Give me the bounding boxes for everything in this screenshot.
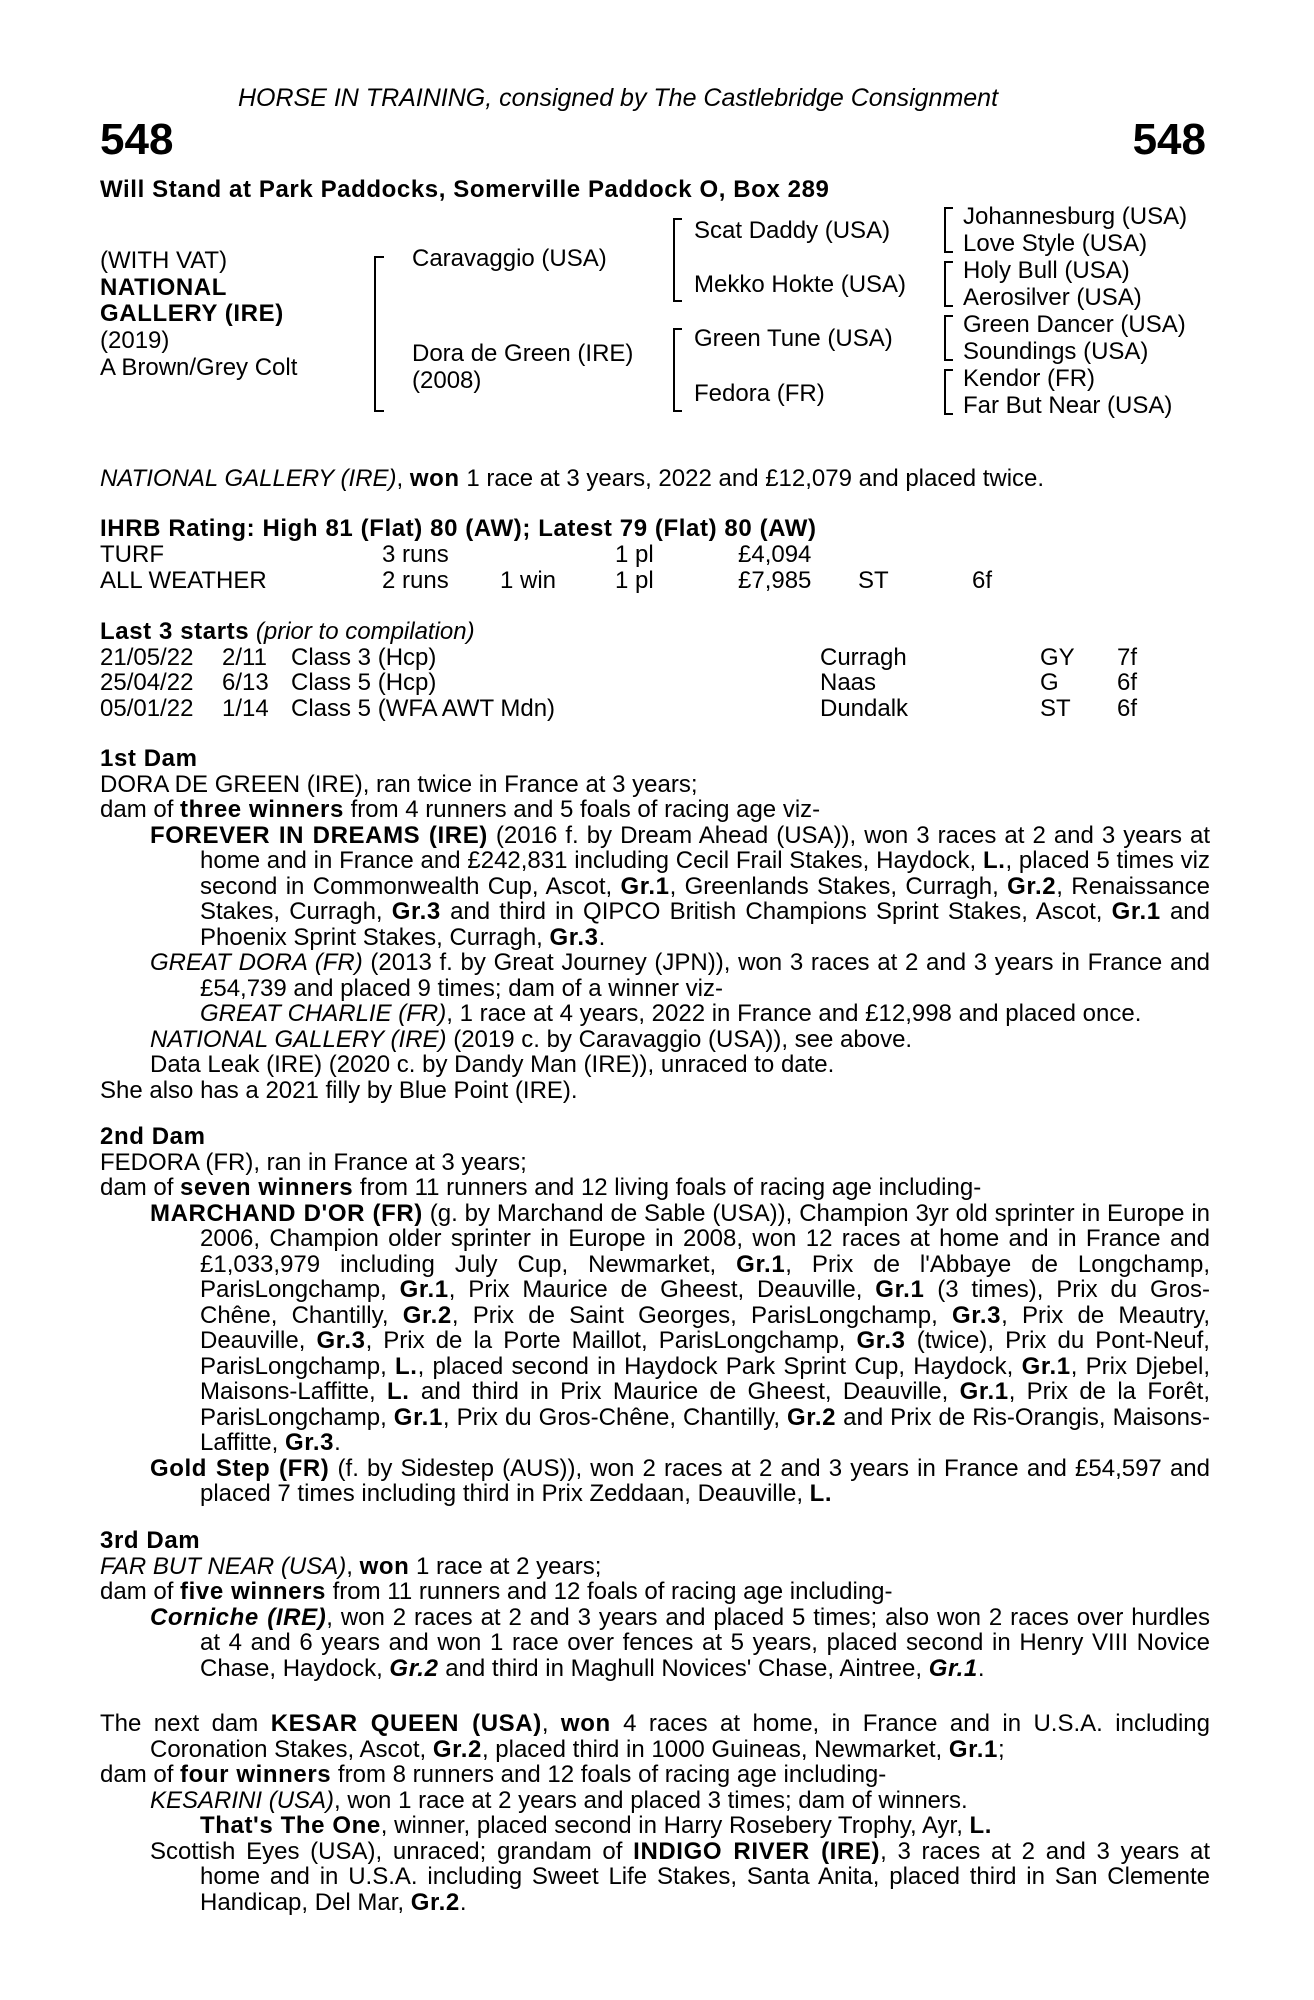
rating-heading: IHRB Rating: High 81 (Flat) 80 (AW); Latest 79 (Flat) 80 (AW) [100, 515, 817, 542]
winners-count: seven winners [180, 1174, 354, 1201]
horse-name-line2: GALLERY (IRE) [100, 300, 284, 327]
second-dam-heading: 2nd Dam [100, 1123, 206, 1150]
produce-great-dora [100, 950, 1210, 1001]
produce-national-gallery [100, 1027, 1210, 1053]
text: , Prix du Gros-Chêne, Chantilly, [442, 1403, 787, 1431]
dam-year: (2008) [412, 367, 482, 394]
grade: L. [969, 1812, 993, 1839]
start-course: Naas [820, 669, 877, 696]
starts-heading [100, 619, 475, 645]
start-going: ST [1040, 695, 1071, 722]
horse-name: KESAR QUEEN (USA) [270, 1710, 542, 1737]
grade: Gr.2 [787, 1403, 837, 1431]
g-brace-4 [944, 369, 953, 415]
distance: 6f [972, 567, 993, 594]
horse-name: KESARINI (USA) [150, 1786, 335, 1814]
produce-marchand-dor [100, 1201, 1210, 1456]
text: , Prix Maurice de Gheest, Deauville, [448, 1276, 876, 1303]
sire-dam-brace [374, 256, 384, 412]
text: , Prix de Saint Georges, ParisLongchamp, [451, 1301, 952, 1329]
text: , won 2 races at 2 and 3 years and placed 5 times; also won 2 races over hurdles at 4 and 6 years and won 1 race over fences at 5 years, placed second in Henry VIII Novice Chase, Haydock, [200, 1603, 1210, 1682]
grade: L. [386, 1378, 410, 1405]
dam-sire: Green Tune (USA) [694, 325, 893, 352]
g-brace-3 [944, 315, 953, 361]
grade: Gr.1 [620, 872, 670, 900]
first-dam-heading: 1st Dam [100, 745, 198, 772]
horse-year: (2019) [100, 327, 170, 354]
sire-sire: Scat Daddy (USA) [694, 217, 891, 244]
wins: 1 win [500, 567, 557, 594]
grade: Gr.3 [856, 1327, 906, 1354]
start-race: Class 5 (WFA AWT Mdn) [291, 695, 556, 722]
text: 1 race at 2 years; [409, 1552, 602, 1580]
text: , Prix de l'Abbaye de Longchamp, ParisLongchamp, [200, 1250, 1210, 1303]
next-dam-produce [100, 1762, 1210, 1788]
starts-heading-label: Last 3 starts [100, 618, 250, 645]
grade: Gr.3 [391, 898, 441, 925]
dam-parents-brace [673, 328, 682, 412]
start-position: 1/14 [222, 695, 269, 722]
g-brace-1 [944, 207, 953, 253]
runs: 3 runs [382, 541, 449, 568]
produce-corniche [100, 1605, 1210, 1682]
text: The next dam [100, 1710, 271, 1737]
produce-gold-step [100, 1456, 1210, 1507]
text: , won 1 race at 2 years and placed 3 times; dam of winners. [334, 1786, 968, 1814]
text: . [598, 923, 606, 951]
first-dam-line: DORA DE GREEN (IRE), ran twice in France at 3 years; [100, 770, 698, 798]
winners-count: three winners [180, 796, 344, 823]
text: , Greenlands Stakes, Curragh, [669, 872, 1008, 900]
race-summary: NATIONAL GALLERY (IRE), won 1 race at 3 years, 2022 and £12,079 and placed twice. [100, 465, 1045, 492]
start-position: 2/11 [222, 644, 267, 671]
dam-dam: Fedora (FR) [694, 380, 825, 407]
produce-thats-the-one [100, 1813, 1210, 1839]
grade: Gr.1 [399, 1276, 449, 1303]
start-distance: 6f [1117, 669, 1138, 696]
text: , Prix de Meautry, Deauville, [200, 1301, 1210, 1354]
grade: L. [809, 1480, 833, 1507]
text: Scottish Eyes (USA), unraced; grandam of [150, 1837, 634, 1865]
granddam-2: Aerosilver (USA) [963, 284, 1142, 311]
produce-scottish-eyes [100, 1839, 1210, 1916]
grade: Gr.2 [1007, 872, 1057, 900]
start-position: 6/13 [222, 669, 269, 696]
start-going: G [1040, 669, 1059, 696]
text: , placed third in 1000 Guineas, Newmarket, [481, 1735, 949, 1763]
start-date: 05/01/22 [100, 695, 194, 722]
third-dam-line: FAR BUT NEAR (USA), won 1 race at 2 years; [100, 1552, 602, 1580]
winners-count: five winners [180, 1578, 326, 1605]
start-course: Dundalk [820, 695, 909, 722]
text: dam of [100, 1578, 181, 1605]
grade: Gr.2 [410, 1888, 460, 1916]
produce-data-leak: Data Leak (IRE) (2020 c. by Dandy Man (IRE)), unraced to date. [150, 1051, 835, 1078]
text: , 1 race at 4 years, 2022 in France and £12,998 and placed once. [446, 1000, 1142, 1027]
text: from 11 runners and 12 foals of racing age including- [325, 1578, 893, 1605]
vat-note: (WITH VAT) [100, 247, 228, 274]
summary-won: won [409, 465, 460, 492]
text: (2016 f. by Dream Ahead (USA)), won 3 races at 2 and 3 years at home and in France and £242,831 including Cecil Frail Stakes, Haydock, [200, 821, 1210, 874]
horse-name: FOREVER IN DREAMS (IRE) [150, 821, 488, 849]
grade: Gr.1 [1021, 1352, 1071, 1380]
text: . [459, 1888, 467, 1916]
text: and Prix de Ris-Orangis, Maisons-Laffitte, [200, 1403, 1210, 1456]
text: and third in QIPCO British Champions Sprint Stakes, Ascot, [440, 898, 1112, 925]
text: , placed second in Haydock Park Sprint Cup, Haydock, [417, 1352, 1022, 1380]
sire: Caravaggio (USA) [412, 245, 607, 272]
grandsire-1: Johannesburg (USA) [963, 203, 1188, 230]
grandsire-3: Green Dancer (USA) [963, 311, 1186, 338]
text: dam of [100, 1761, 181, 1788]
won: won [560, 1710, 611, 1737]
produce-kesarini [100, 1788, 1210, 1814]
grandsire-2: Holy Bull (USA) [963, 257, 1130, 284]
grade: Gr.1 [736, 1250, 786, 1278]
text: , Prix de la Porte Maillot, ParisLongchamp, [365, 1327, 857, 1354]
horse-name: GREAT CHARLIE (FR) [200, 1000, 447, 1027]
text: (f. by Sidestep (AUS)), won 2 races at 2 and 3 years in France and £54,597 and placed 7 times including third in Prix Zeddaan, Deauville, [200, 1454, 1210, 1507]
granddam-3: Soundings (USA) [963, 338, 1149, 365]
stand-location: Will Stand at Park Paddocks, Somerville Paddock O, Box 289 [100, 176, 830, 203]
granddam-4: Far But Near (USA) [963, 392, 1173, 419]
start-race: Class 5 (Hcp) [291, 669, 437, 696]
horse-name: Gold Step (FR) [150, 1454, 330, 1482]
grade: L. [395, 1352, 418, 1380]
text: (3 times), Prix du Gros-Chêne, Chantilly, [200, 1276, 1210, 1329]
text: 4 races at home, in France and in U.S.A. including Coronation Stakes, Ascot, [150, 1710, 1210, 1763]
grade: Gr.3 [951, 1301, 1002, 1329]
produce-2021-filly: She also has a 2021 filly by Blue Point (IRE). [100, 1076, 578, 1104]
second-dam-produce [100, 1175, 1210, 1201]
text: dam of [100, 796, 181, 823]
text: from 4 runners and 5 foals of racing age viz- [343, 796, 821, 823]
horse-name: MARCHAND D'OR (FR) [150, 1199, 423, 1227]
start-going: GY [1040, 644, 1075, 671]
horse-name: Corniche (IRE) [150, 1603, 327, 1631]
winners-count: four winners [180, 1761, 332, 1788]
text: . [334, 1429, 341, 1456]
horse-name-line1: NATIONAL [100, 274, 228, 301]
produce-great-charlie [100, 1001, 1210, 1027]
grade: L. [982, 847, 1006, 874]
text: , Renaissance Stakes, Curragh, [200, 872, 1210, 925]
next-dam-section [100, 1711, 1210, 1915]
grade: Gr.2 [432, 1735, 482, 1763]
placed: 1 pl [615, 541, 654, 568]
horse-name: INDIGO RIVER (IRE) [633, 1837, 881, 1865]
text: , placed 5 times viz second in Commonwealth Cup, Ascot, [200, 847, 1210, 900]
text: (2019 c. by Caravaggio (USA)), see above. [446, 1025, 913, 1053]
start-race: Class 3 (Hcp) [291, 644, 437, 671]
lot-number-right: 548 [1132, 115, 1206, 164]
grandsire-4: Kendor (FR) [963, 365, 1096, 392]
text: (twice), Prix du Pont-Neuf, ParisLongchamp, [200, 1327, 1210, 1380]
start-date: 21/05/22 [100, 644, 194, 671]
start-date: 25/04/22 [100, 669, 194, 696]
third-dam-heading: 3rd Dam [100, 1527, 201, 1554]
text: from 8 runners and 12 foals of racing age including- [331, 1761, 887, 1788]
sire-dam: Mekko Hokte (USA) [694, 271, 907, 298]
text: and third in Maghull Novices' Chase, Aintree, [438, 1654, 929, 1682]
grade: Gr.1 [875, 1276, 925, 1303]
lot-number-left: 548 [100, 115, 174, 164]
third-dam-section [100, 1528, 1210, 1681]
grade: Gr.1 [959, 1378, 1009, 1405]
text: , [541, 1710, 561, 1737]
runs: 2 runs [382, 567, 449, 594]
horse-name: NATIONAL GALLERY (IRE) [150, 1025, 447, 1053]
start-distance: 6f [1117, 695, 1138, 722]
text: dam of [100, 1174, 181, 1201]
text: and Phoenix Sprint Stakes, Curragh, [200, 898, 1210, 951]
grade: Gr.1 [948, 1735, 998, 1763]
placed: 1 pl [615, 567, 654, 594]
grade: Gr.1 [928, 1654, 978, 1682]
prize: £7,985 [738, 567, 812, 594]
third-dam-produce [100, 1579, 1210, 1605]
second-dam-line: FEDORA (FR), ran in France at 3 years; [100, 1148, 527, 1176]
grade: Gr.3 [549, 923, 599, 951]
horse-description: A Brown/Grey Colt [100, 354, 298, 381]
text: , Prix Djebel, Maisons-Laffitte, [200, 1352, 1210, 1405]
going: ST [858, 567, 889, 594]
text: . [977, 1654, 985, 1682]
text: (g. by Marchand de Sable (USA)), Champion 3yr old sprinter in Europe in 2006, Champion older sprinter in Europe in 2008, won 12 races at home and in France and £1,033,979 including July Cup, Newmarket, [200, 1199, 1210, 1278]
grade: Gr.1 [1111, 898, 1161, 925]
grade: Gr.1 [393, 1403, 443, 1431]
horse-name: GREAT DORA (FR) [150, 949, 363, 976]
summary-horse-name: NATIONAL GALLERY (IRE) [100, 465, 397, 492]
horse-name: That's The One [200, 1812, 381, 1839]
text: , winner, placed second in Harry Rosebery Trophy, Ayr, [380, 1812, 970, 1839]
grade: Gr.2 [389, 1654, 439, 1682]
dam: Dora de Green (IRE) [412, 340, 634, 367]
won: won [359, 1552, 410, 1580]
text: and third in Prix Maurice de Gheest, Deauville, [409, 1378, 960, 1405]
starts-heading-note: (prior to compilation) [249, 618, 475, 645]
horse-name: FAR BUT NEAR (USA) [100, 1552, 347, 1580]
text: , 3 races at 2 and 3 years at home and in U.S.A. including Sweet Life Stakes, Santa Anita, placed third in San Clemente Handicap, Del Mar, [200, 1837, 1210, 1916]
summary-rest: 1 race at 3 years, 2022 and £12,079 and placed twice. [459, 465, 1045, 492]
text: from 11 runners and 12 living foals of racing age including- [353, 1174, 982, 1201]
surface: ALL WEATHER [100, 567, 267, 594]
text: , Prix de la Forêt, ParisLongchamp, [200, 1378, 1211, 1431]
second-dam-section [100, 1124, 1210, 1507]
first-dam-produce [100, 797, 1210, 823]
next-dam-line [100, 1711, 1210, 1762]
granddam-1: Love Style (USA) [963, 230, 1148, 257]
consignment-line: HORSE IN TRAINING, consigned by The Castlebridge Consignment [238, 84, 999, 112]
start-distance: 7f [1117, 644, 1138, 671]
first-dam-section [100, 746, 1210, 1103]
prize: £4,094 [738, 541, 812, 568]
grade: Gr.3 [316, 1327, 366, 1354]
grade: Gr.2 [402, 1301, 452, 1329]
text: ; [997, 1735, 1005, 1763]
start-course: Curragh [820, 644, 907, 671]
text: (2013 f. by Great Journey (JPN)), won 3 races at 2 and 3 years in France and £54,739 and placed 9 times; dam of a winner viz- [200, 949, 1211, 1002]
grade: Gr.3 [284, 1429, 335, 1456]
surface: TURF [100, 541, 164, 568]
produce-forever-in-dreams [100, 823, 1210, 951]
g-brace-2 [944, 261, 953, 307]
sire-parents-brace [673, 218, 682, 302]
